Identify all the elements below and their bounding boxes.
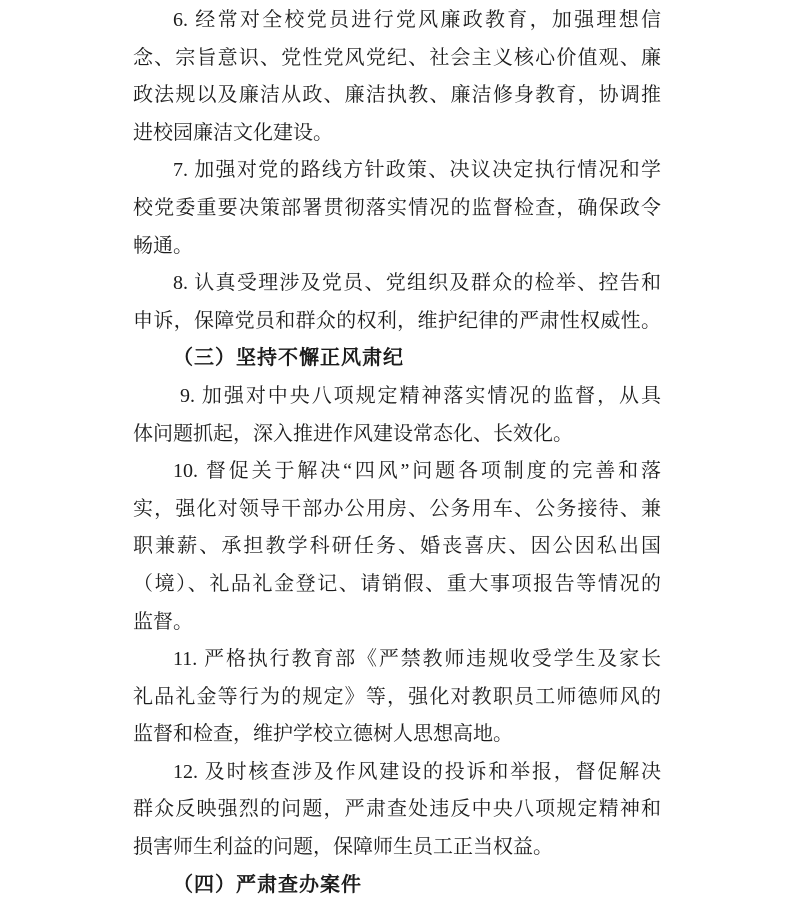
text-line: 职兼薪、承担教学科研任务、婚丧喜庆、因公因私出国 <box>133 535 661 558</box>
section-heading: （三）坚持不懈正风肃纪 <box>173 347 404 370</box>
text-line: 10. 督促关于解决“四风”问题各项制度的完善和落 <box>173 460 661 483</box>
text-line: 实，强化对领导干部办公用房、公务用车、公务接待、兼 <box>133 497 661 520</box>
text-line: 11. 严格执行教育部《严禁教师违规收受学生及家长 <box>173 648 661 671</box>
text-line: 损害师生利益的问题，保障师生员工正当权益。 <box>133 836 553 859</box>
text-line: 政法规以及廉洁从政、廉洁执教、廉洁修身教育，协调推 <box>133 84 661 107</box>
text-line: （境）、礼品礼金登记、请销假、重大事项报告等情况的 <box>133 572 661 595</box>
text-line: 7. 加强对党的路线方针政策、决议决定执行情况和学 <box>173 159 661 182</box>
text-line: 进校园廉洁文化建设。 <box>133 121 333 144</box>
text-line: 礼品礼金等行为的规定》等，强化对教职员工师德师风的 <box>133 685 661 708</box>
text-line: 9. 加强对中央八项规定精神落实情况的监督，从具 <box>173 384 662 407</box>
text-line: 监督和检查，维护学校立德树人思想高地。 <box>133 723 513 746</box>
text-line: 群众反映强烈的问题，严肃查处违反中央八项规定精神和 <box>133 798 661 821</box>
text-line: 6. 经常对全校党员进行党风廉政教育，加强理想信 <box>173 9 661 31</box>
text-line: 念、宗旨意识、党性党风党纪、社会主义核心价值观、廉 <box>133 46 661 69</box>
text-line: 体问题抓起，深入推进作风建设常态化、长效化。 <box>133 422 573 445</box>
text-line: 校党委重要决策部署贯彻落实情况的监督检查，确保政令 <box>133 196 661 219</box>
text-line: 监督。 <box>133 610 193 633</box>
section-heading: （四）严肃查办案件 <box>173 873 362 896</box>
text-line: 12. 及时核查涉及作风建设的投诉和举报，督促解决 <box>173 760 661 783</box>
document-body <box>133 2 661 904</box>
text-line: 畅通。 <box>133 234 193 257</box>
text-line: 8. 认真受理涉及党员、党组织及群众的检举、控告和 <box>173 272 661 295</box>
text-line: 申诉，保障党员和群众的权利，维护纪律的严肃性权威性。 <box>133 309 661 332</box>
